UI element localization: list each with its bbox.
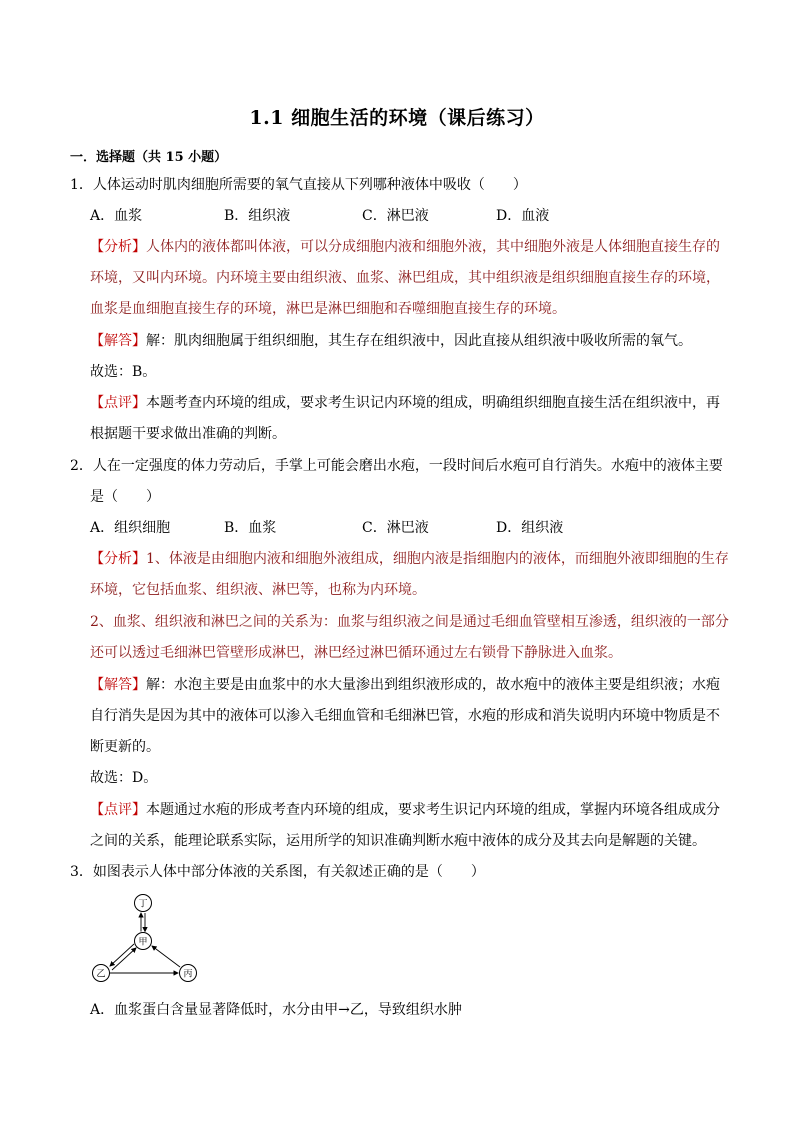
q2-analysis-line-2: 环境，它包括血浆、组织液、淋巴等，也称为内环境。 — [90, 582, 426, 598]
q1-analysis-line-1: 【分析】人体内的液体都叫体液，可以分成细胞内液和细胞外液，其中细胞外液是人体细胞直接生存的 — [90, 239, 720, 255]
q2-analysis-line-4: 还可以透过毛细淋巴管壁形成淋巴，淋巴经过淋巴循环通过左右锁骨下静脉进入血浆。 — [90, 645, 622, 661]
node-yi-label: 乙 — [96, 969, 106, 980]
q2-option-a: A．组织细胞 — [90, 520, 171, 536]
q2-choice: 故选：D。 — [90, 770, 158, 786]
section-heading: 一．选择题（共 15 小题） — [70, 150, 228, 165]
comment-tag: 【点评】 — [90, 802, 146, 818]
q1-option-b: B．组织液 — [224, 208, 291, 224]
q3-option-a: A．血浆蛋白含量显著降低时，水分由甲→乙，导致组织水肿 — [90, 1002, 462, 1018]
q2-comment-line-2: 之间的关系，能理论联系实际，运用所学的知识准确判断水疱中液体的成分及其去向是解题的关键。 — [90, 833, 706, 849]
arrow-yi-to-jia — [112, 948, 136, 970]
q2-analysis-line-1: 【分析】1、体液是由细胞内液和细胞外液组成，细胞内液是指细胞内的液体，而细胞外液即细胞的生存 — [90, 551, 729, 567]
q2-comment-line-1: 【点评】本题通过水疱的形成考查内环境的组成，要求考生识记内环境的组成，掌握内环境各组成成分 — [90, 802, 720, 818]
q1-option-d: D．血液 — [496, 208, 550, 224]
q1-comment-line-2: 根据题干要求做出准确的判断。 — [90, 426, 286, 442]
q1-answer-line-1: 【解答】解：肌肉细胞属于组织细胞，其生存在组织液中，因此直接从组织液中吸收所需的氧气。 — [90, 333, 692, 349]
node-bing-label: 丙 — [183, 969, 193, 980]
q2-option-b: B．血浆 — [224, 520, 277, 536]
arrow-bing-to-jia — [152, 946, 180, 967]
q2-option-d: D．组织液 — [496, 520, 564, 536]
q2-answer-line-3: 断更新的。 — [90, 739, 160, 755]
q1-analysis-line-2: 环境，又叫内环境。内环境主要由组织液、血浆、淋巴组成，其中组织液是组织细胞直接生存的环境， — [90, 270, 720, 286]
arrow-jia-to-yi — [110, 944, 134, 966]
q2-answer-line-2: 自行消失是因为其中的液体可以渗入毛细血管和毛细淋巴管，水疱的形成和消失说明内环境中物质是不 — [90, 708, 720, 724]
question-2-stem-line-1: 2．人在一定强度的体力劳动后，手掌上可能会磨出水疱，一段时间后水疱可自行消失。水疱中的液体主要 — [70, 458, 723, 474]
q2-option-c: C．淋巴液 — [362, 520, 429, 536]
node-jia-label: 甲 — [138, 937, 148, 948]
answer-tag: 【解答】 — [90, 677, 146, 693]
analysis-tag: 【分析】 — [90, 551, 146, 567]
comment-tag: 【点评】 — [90, 395, 146, 411]
question-2-stem-line-2: 是（ ） — [90, 489, 160, 505]
q1-choice: 故选：B。 — [90, 364, 157, 380]
q1-option-a: A．血浆 — [90, 208, 143, 224]
question-3-stem: 3．如图表示人体中部分体液的关系图，有关叙述正确的是（ ） — [70, 864, 485, 880]
q1-option-c: C．淋巴液 — [362, 208, 429, 224]
analysis-tag: 【分析】 — [90, 239, 146, 255]
page-title: 1.1 细胞生活的环境（课后练习） — [249, 107, 545, 129]
q2-answer-line-1: 【解答】解：水泡主要是由血浆中的水大量渗出到组织液形成的，故水疱中的液体主要是组织液；水疱 — [90, 677, 720, 693]
question-1-stem: 1．人体运动时肌肉细胞所需要的氧气直接从下列哪种液体中吸收（ ） — [70, 177, 527, 193]
q2-analysis-line-3: 2、血浆、组织液和淋巴之间的关系为：血浆与组织液之间是通过毛细血管壁相互渗透，组织液的一部分 — [90, 614, 729, 630]
answer-tag: 【解答】 — [90, 333, 146, 349]
node-ding-label: 丁 — [138, 899, 148, 910]
q1-analysis-line-3: 血浆是血细胞直接生存的环境，淋巴是淋巴细胞和吞噬细胞直接生存的环境。 — [90, 301, 566, 317]
body-fluid-diagram — [88, 893, 208, 988]
q1-comment-line-1: 【点评】本题考查内环境的组成，要求考生识记内环境的组成，明确组织细胞直接生活在组织液中，再 — [90, 395, 720, 411]
